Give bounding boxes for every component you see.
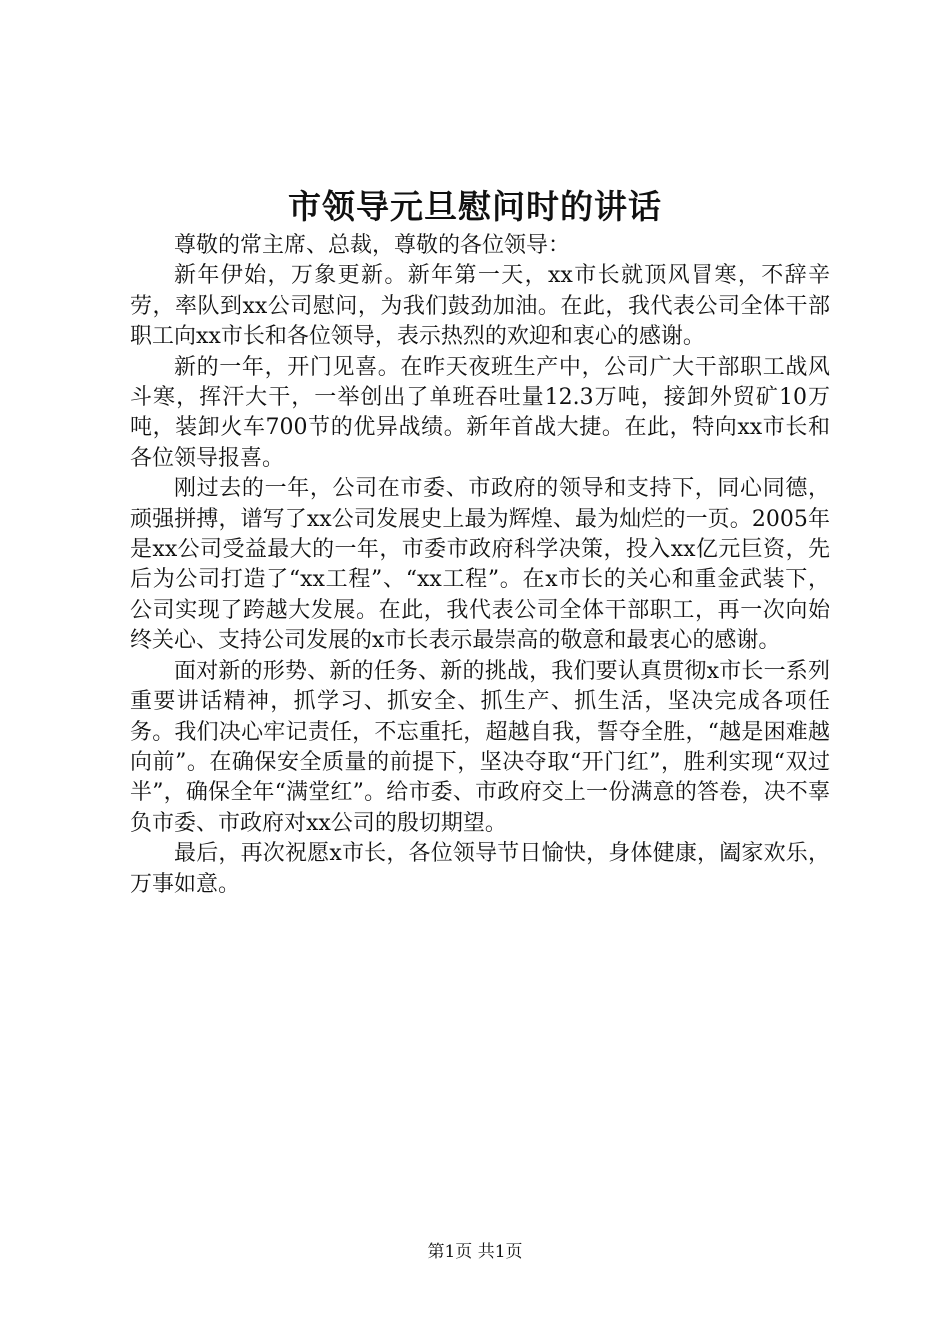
document-body <box>130 231 830 900</box>
body-paragraph: 新的一年，开门见喜。在昨天夜班生产中，公司广大干部职工战风斗寒，挥汗大干，一举创出了单班吞吐量12.3万吨，接卸外贸矿10万吨，装卸火车700节的优异战绩。新年首战大捷。在此，特向xx市长和各位领导报喜。 <box>130 354 830 471</box>
body-paragraph: 刚过去的一年，公司在市委、市政府的领导和支持下，同心同德，顽强拼搏，谱写了xx公司发展史上最为辉煌、最为灿烂的一页。2005年是xx公司受益最大的一年，市委市政府科学决策，投入xx亿元巨资，先后为公司打造了“xx工程”、“xx工程”。在x市长的关心和重金武装下，公司实现了跨越大发展。在此，我代表公司全体干部职工，再一次向始终关心、支持公司发展的x市长表示最崇高的敬意和最衷心的感谢。 <box>130 476 830 654</box>
body-paragraph: 面对新的形势、新的任务、新的挑战，我们要认真贯彻x市长一系列重要讲话精神，抓学习、抓安全、抓生产、抓生活，坚决完成各项任务。我们决心牢记责任，不忘重托，超越自我，誓夺全胜，“越是困难越向前”。在确保安全质量的前提下，坚决夺取“开门红”，胜利实现“双过半”，确保全年“满堂红”。给市委、市政府交上一份满意的答卷，决不辜负市委、市政府对xx公司的殷切期望。 <box>130 658 830 836</box>
salutation-paragraph: 尊敬的常主席、总裁，尊敬的各位领导： <box>174 233 571 258</box>
document-title: 市领导元旦慰问时的讲话 <box>288 187 662 226</box>
closing-paragraph: 最后，再次祝愿x市长，各位领导节日愉快，身体健康，阖家欢乐，万事如意。 <box>130 841 830 897</box>
body-paragraph: 新年伊始，万象更新。新年第一天，xx市长就顶风冒寒，不辞辛劳，率队到xx公司慰问，为我们鼓劲加油。在此，我代表公司全体干部职工向xx市长和各位领导，表示热烈的欢迎和衷心的感谢。 <box>130 263 830 350</box>
page-footer: 第1页 共1页 <box>427 1242 523 1262</box>
